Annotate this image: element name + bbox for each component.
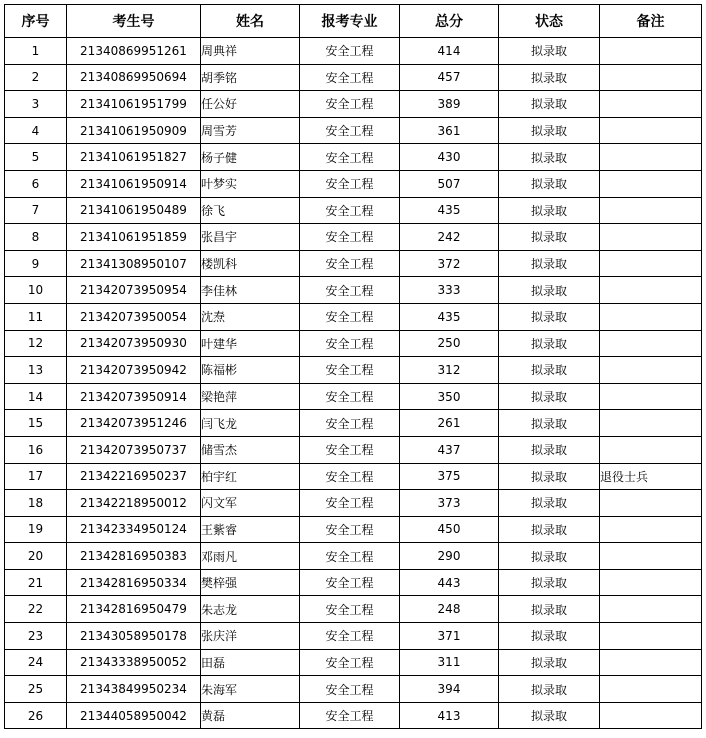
cell-score: 371 [400,623,499,650]
cell-note [600,144,702,171]
table-row [5,170,702,197]
cell-status: 拟录取 [499,64,600,91]
cell-note [600,357,702,384]
cell-status: 拟录取 [499,676,600,703]
cell-score: 457 [400,64,499,91]
cell-major: 安全工程 [300,277,400,304]
table-row [5,303,702,330]
cell-status: 拟录取 [499,410,600,437]
cell-exam-id: 21341061951799 [67,91,201,118]
cell-exam-id: 21340869951261 [67,38,201,65]
cell-exam-id: 21340869950694 [67,64,201,91]
cell-name: 张庆洋 [201,623,300,650]
cell-exam-id: 21341061950909 [67,117,201,144]
cell-score: 333 [400,277,499,304]
cell-exam-id: 21342218950012 [67,490,201,517]
cell-score: 373 [400,490,499,517]
cell-major: 安全工程 [300,702,400,729]
table-row [5,676,702,703]
table-row [5,250,702,277]
cell-status: 拟录取 [499,702,600,729]
cell-name: 任公好 [201,91,300,118]
cell-name: 柏宇红 [201,463,300,490]
cell-seq: 13 [5,357,67,384]
cell-seq: 10 [5,277,67,304]
cell-note [600,569,702,596]
cell-status: 拟录取 [499,463,600,490]
cell-seq: 22 [5,596,67,623]
cell-note [600,490,702,517]
cell-major: 安全工程 [300,649,400,676]
cell-note [600,596,702,623]
cell-name: 徐飞 [201,197,300,224]
cell-score: 435 [400,197,499,224]
table-row [5,436,702,463]
cell-note [600,197,702,224]
table-row [5,357,702,384]
cell-name: 沈焘 [201,303,300,330]
cell-exam-id: 21341061951827 [67,144,201,171]
cell-exam-id: 21342073950737 [67,436,201,463]
cell-status: 拟录取 [499,38,600,65]
cell-major: 安全工程 [300,91,400,118]
cell-score: 350 [400,383,499,410]
header-major: 报考专业 [300,5,400,38]
cell-score: 261 [400,410,499,437]
cell-score: 361 [400,117,499,144]
table-row [5,224,702,251]
cell-note [600,91,702,118]
cell-status: 拟录取 [499,224,600,251]
cell-name: 梁艳萍 [201,383,300,410]
cell-seq: 15 [5,410,67,437]
cell-exam-id: 21341061951859 [67,224,201,251]
table-row [5,702,702,729]
cell-name: 王紫睿 [201,516,300,543]
cell-exam-id: 21342073950914 [67,383,201,410]
cell-major: 安全工程 [300,543,400,570]
cell-name: 陈福彬 [201,357,300,384]
cell-major: 安全工程 [300,463,400,490]
header-status: 状态 [499,5,600,38]
cell-seq: 26 [5,702,67,729]
cell-status: 拟录取 [499,490,600,517]
cell-name: 邓雨凡 [201,543,300,570]
cell-major: 安全工程 [300,117,400,144]
cell-seq: 25 [5,676,67,703]
cell-major: 安全工程 [300,250,400,277]
cell-note [600,436,702,463]
cell-exam-id: 21341061950914 [67,170,201,197]
table-row [5,383,702,410]
cell-status: 拟录取 [499,91,600,118]
cell-major: 安全工程 [300,197,400,224]
cell-name: 黄磊 [201,702,300,729]
cell-status: 拟录取 [499,543,600,570]
cell-note [600,117,702,144]
table-body [5,38,702,729]
table-row [5,277,702,304]
cell-status: 拟录取 [499,569,600,596]
cell-seq: 7 [5,197,67,224]
cell-note [600,224,702,251]
cell-status: 拟录取 [499,596,600,623]
cell-major: 安全工程 [300,170,400,197]
cell-score: 507 [400,170,499,197]
cell-major: 安全工程 [300,64,400,91]
cell-score: 242 [400,224,499,251]
cell-seq: 23 [5,623,67,650]
cell-seq: 8 [5,224,67,251]
cell-exam-id: 21343338950052 [67,649,201,676]
cell-note [600,649,702,676]
cell-seq: 11 [5,303,67,330]
cell-score: 311 [400,649,499,676]
cell-seq: 4 [5,117,67,144]
table-row [5,144,702,171]
cell-name: 朱志龙 [201,596,300,623]
header-row [5,5,702,38]
cell-note [600,64,702,91]
cell-name: 储雪杰 [201,436,300,463]
cell-status: 拟录取 [499,330,600,357]
cell-exam-id: 21342073950954 [67,277,201,304]
table-row [5,197,702,224]
cell-name: 张昌宇 [201,224,300,251]
cell-score: 413 [400,702,499,729]
cell-major: 安全工程 [300,410,400,437]
cell-name: 叶建华 [201,330,300,357]
cell-note [600,623,702,650]
cell-exam-id: 21344058950042 [67,702,201,729]
cell-score: 290 [400,543,499,570]
cell-major: 安全工程 [300,676,400,703]
cell-status: 拟录取 [499,197,600,224]
cell-seq: 20 [5,543,67,570]
cell-note [600,543,702,570]
table-row [5,64,702,91]
cell-major: 安全工程 [300,38,400,65]
cell-note [600,277,702,304]
header-note: 备注 [600,5,702,38]
cell-score: 450 [400,516,499,543]
cell-major: 安全工程 [300,623,400,650]
cell-note [600,303,702,330]
cell-seq: 16 [5,436,67,463]
cell-seq: 1 [5,38,67,65]
table-row [5,569,702,596]
cell-status: 拟录取 [499,303,600,330]
cell-status: 拟录取 [499,516,600,543]
cell-name: 楼凯科 [201,250,300,277]
cell-note [600,170,702,197]
cell-score: 437 [400,436,499,463]
cell-score: 248 [400,596,499,623]
cell-exam-id: 21342816950383 [67,543,201,570]
cell-note [600,330,702,357]
cell-major: 安全工程 [300,436,400,463]
cell-score: 250 [400,330,499,357]
table-row [5,649,702,676]
cell-name: 樊梓强 [201,569,300,596]
cell-seq: 18 [5,490,67,517]
cell-status: 拟录取 [499,623,600,650]
cell-score: 414 [400,38,499,65]
cell-status: 拟录取 [499,144,600,171]
cell-name: 闪文军 [201,490,300,517]
cell-seq: 5 [5,144,67,171]
cell-status: 拟录取 [499,436,600,463]
cell-note [600,702,702,729]
header-exam-id: 考生号 [67,5,201,38]
table-row [5,330,702,357]
cell-seq: 19 [5,516,67,543]
header-name: 姓名 [201,5,300,38]
cell-exam-id: 21342073950930 [67,330,201,357]
cell-status: 拟录取 [499,649,600,676]
cell-major: 安全工程 [300,330,400,357]
cell-exam-id: 21341061950489 [67,197,201,224]
cell-major: 安全工程 [300,303,400,330]
cell-score: 394 [400,676,499,703]
table-row [5,117,702,144]
cell-note [600,250,702,277]
cell-status: 拟录取 [499,170,600,197]
cell-status: 拟录取 [499,277,600,304]
cell-exam-id: 21342073950054 [67,303,201,330]
cell-score: 389 [400,91,499,118]
cell-major: 安全工程 [300,383,400,410]
cell-name: 闫飞龙 [201,410,300,437]
cell-exam-id: 21342334950124 [67,516,201,543]
cell-exam-id: 21343058950178 [67,623,201,650]
cell-seq: 9 [5,250,67,277]
cell-name: 杨子健 [201,144,300,171]
cell-exam-id: 21343849950234 [67,676,201,703]
table-row [5,623,702,650]
cell-name: 周典祥 [201,38,300,65]
cell-major: 安全工程 [300,516,400,543]
table-row [5,596,702,623]
cell-major: 安全工程 [300,144,400,171]
cell-seq: 6 [5,170,67,197]
cell-score: 430 [400,144,499,171]
cell-exam-id: 21341308950107 [67,250,201,277]
cell-note [600,676,702,703]
cell-seq: 3 [5,91,67,118]
cell-note: 退役士兵 [600,463,702,490]
cell-name: 周雪芳 [201,117,300,144]
cell-seq: 24 [5,649,67,676]
cell-major: 安全工程 [300,569,400,596]
cell-status: 拟录取 [499,250,600,277]
cell-note [600,38,702,65]
cell-note [600,410,702,437]
cell-seq: 12 [5,330,67,357]
cell-status: 拟录取 [499,357,600,384]
cell-status: 拟录取 [499,383,600,410]
table-row [5,516,702,543]
table-row [5,91,702,118]
admission-table [4,4,702,729]
cell-seq: 21 [5,569,67,596]
cell-name: 李佳林 [201,277,300,304]
cell-seq: 2 [5,64,67,91]
cell-note [600,516,702,543]
cell-exam-id: 21342073951246 [67,410,201,437]
cell-name: 朱海军 [201,676,300,703]
cell-exam-id: 21342816950479 [67,596,201,623]
table-row [5,543,702,570]
header-seq: 序号 [5,5,67,38]
cell-score: 372 [400,250,499,277]
table-row [5,490,702,517]
header-score: 总分 [400,5,499,38]
cell-score: 435 [400,303,499,330]
cell-major: 安全工程 [300,357,400,384]
cell-name: 叶梦实 [201,170,300,197]
table-row [5,38,702,65]
table-row [5,410,702,437]
cell-status: 拟录取 [499,117,600,144]
cell-score: 375 [400,463,499,490]
cell-score: 443 [400,569,499,596]
cell-score: 312 [400,357,499,384]
cell-exam-id: 21342216950237 [67,463,201,490]
cell-seq: 17 [5,463,67,490]
cell-major: 安全工程 [300,596,400,623]
table-header [5,5,702,38]
cell-note [600,383,702,410]
cell-seq: 14 [5,383,67,410]
cell-name: 胡季铭 [201,64,300,91]
cell-exam-id: 21342073950942 [67,357,201,384]
cell-major: 安全工程 [300,490,400,517]
table-row [5,463,702,490]
cell-major: 安全工程 [300,224,400,251]
cell-exam-id: 21342816950334 [67,569,201,596]
cell-name: 田磊 [201,649,300,676]
